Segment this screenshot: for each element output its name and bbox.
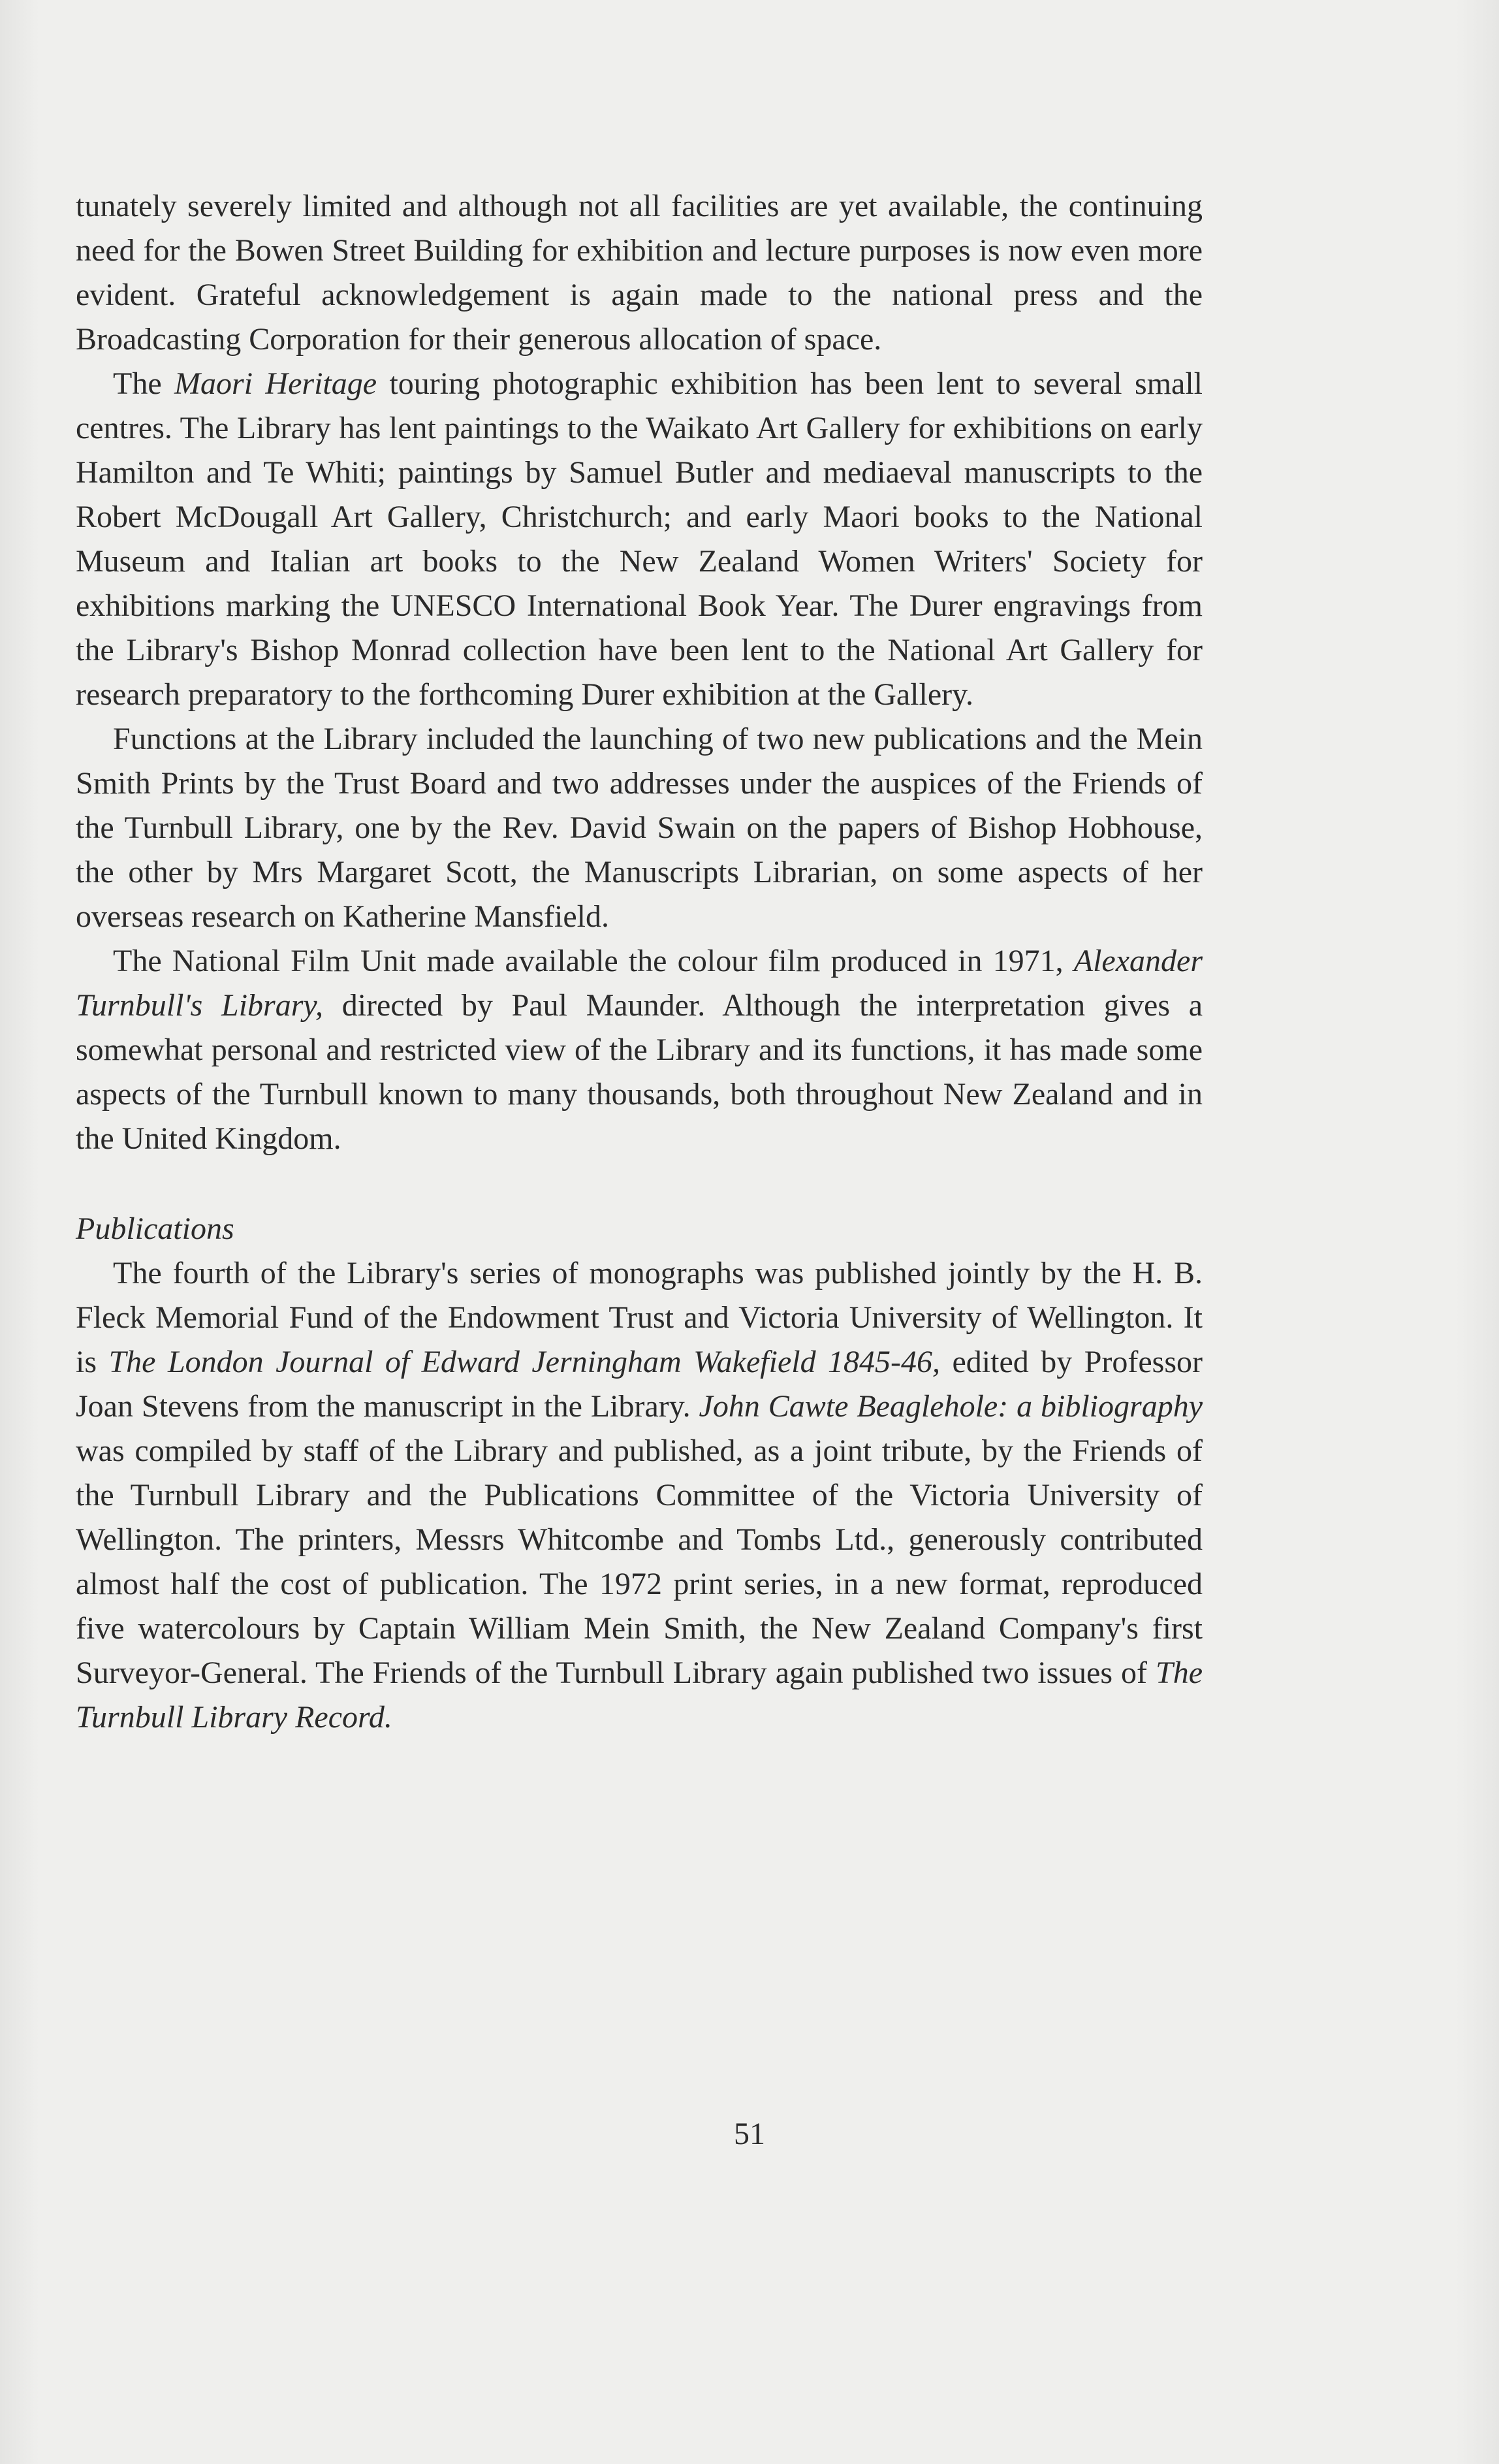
paragraph-exhibitions-rest: touring photographic exhibition has been lent to several small centres. The Library has lent paintings to the Waikato Art Gallery for exhibitions on early Hamilton and Te Whiti; paintings by Samuel Butler and mediaeval manuscripts to the Robert McDougall Art Gallery, Christchurch; and early Maori books to the National Museum and Italian art books to the New Zealand Women Writers' Society for exhibitions marking the UNESCO International Book Year. The Durer engravings from the Library's Bishop Monrad collection have been lent to the National Art Gallery for research preparatory to the forthcoming Durer exhibition at the Gallery. (76, 366, 1203, 712)
publications-text-c: was compiled by staff of the Library and published, as a joint tribute, by the Friends of the Turnbull Library and the Publications Committee of the Victoria University of Wellington. The printers, Messrs Whitcombe and Tombs Ltd., generously contributed almost half the cost of publication. The 1972 print series, in a new format, reproduced five watercolours by Captain William Mein Smith, the New Zealand Company's first Surveyor-General. The Friends of the Turnbull Library again published two issues of (76, 1433, 1203, 1690)
paragraph-film (76, 939, 1203, 1161)
section-heading-publications: Publications (76, 1211, 234, 1246)
publications-text-b: edited by Professor Joan Stevens from the manuscript in the Library. (76, 1345, 1203, 1424)
beaglehole-bibliography-title: John Cawte Beaglehole: a bibliography (699, 1389, 1203, 1424)
page-number: 51 (734, 2117, 765, 2151)
paragraph-film-prefix: The National Film Unit made available the colour film produced in 1971, (113, 944, 1074, 978)
paragraph-exhibitions-prefix: The (113, 366, 175, 401)
publications-text-a: The fourth of the Library's series of monographs was published jointly by the H. B. Fleck Memorial Fund of the Endowment Trust and Victoria University of Wellington. It is (76, 1256, 1203, 1379)
maori-heritage-title: Maori Heritage (174, 366, 377, 401)
body-text (76, 184, 1203, 1740)
paragraph-publications (76, 1251, 1203, 1740)
paragraph-continuation: tunately severely limited and although not all facilities are yet available, the continuing need for the Bowen Street Building for exhibition and lecture purposes is now even more evident. Grateful acknowledgement is again made to the national press and the Broadcasting Corporation for their generous allocation of space. (76, 189, 1203, 357)
london-journal-title: The London Journal of Edward Jerningham Wakefield 1845-46, (108, 1345, 941, 1379)
paragraph-functions: Functions at the Library included the launching of two new publications and the Mein Smith Prints by the Trust Board and two addresses under the auspices of the Friends of the Turnbull Library, one by the Rev. David Swain on the papers of Bishop Hobhouse, the other by Mrs Margaret Scott, the Manuscripts Librarian, on some aspects of her overseas research on Katherine Mansfield. (76, 722, 1203, 934)
paragraph-film-rest: directed by Paul Maunder. Although the interpretation gives a somewhat personal and restricted view of the Library and its functions, it has made some aspects of the Turnbull known to many thousands, both throughout New Zealand and in the United Kingdom. (76, 988, 1203, 1156)
turnbull-record-title: The Turnbull Library Record. (76, 1656, 1203, 1735)
paragraph-exhibitions (76, 362, 1203, 717)
film-title: Alexander Turnbull's Library, (76, 944, 1203, 1023)
